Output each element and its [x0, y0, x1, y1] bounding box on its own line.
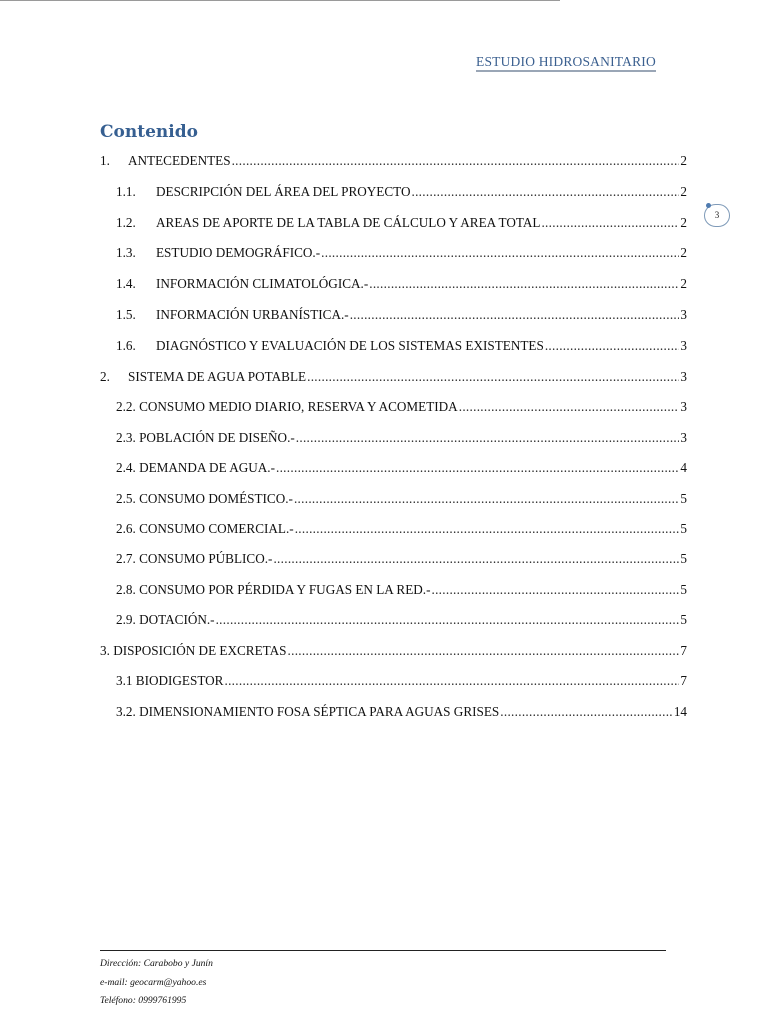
toc-entry[interactable]	[100, 153, 687, 169]
toc-entry-label: 2.8. CONSUMO POR PÉRDIDA Y FUGAS EN LA RED.-	[116, 582, 431, 597]
toc-dot-leader	[273, 551, 679, 567]
toc-entry-page: 5	[680, 582, 687, 597]
toc-entry-label: 2.3. POBLACIÓN DE DISEÑO.-	[116, 430, 295, 445]
toc-entry-number: 1.3.	[116, 245, 136, 260]
footer-email: e-mail: geocarm@yahoo.es	[100, 977, 207, 988]
toc-dot-leader	[411, 184, 679, 200]
toc-entry-number: 1.	[100, 153, 110, 168]
toc-entry-page: 7	[680, 643, 687, 658]
toc-entry-number: 1.2.	[116, 215, 136, 230]
toc-entry-page: 3	[680, 399, 687, 414]
toc-dot-leader	[350, 307, 680, 323]
footer-phone: Teléfono: 0999761995	[100, 995, 187, 1006]
toc-entry[interactable]	[116, 704, 687, 720]
toc-entry-label: 3.1 BIODIGESTOR	[116, 673, 224, 688]
toc-entry[interactable]	[116, 430, 687, 446]
toc-entry-label: 2.4. DEMANDA DE AGUA.-	[116, 460, 275, 475]
toc-entry[interactable]	[116, 307, 687, 323]
toc-entry-number: 2.	[100, 369, 110, 384]
toc-dot-leader	[224, 673, 679, 689]
toc-dot-leader	[431, 582, 679, 598]
toc-entry-label: DIAGNÓSTICO Y EVALUACIÓN DE LOS SISTEMAS EXISTENTES	[156, 338, 544, 353]
toc-entry-page: 7	[680, 673, 687, 688]
toc-dot-leader	[294, 491, 679, 507]
toc-entry-page: 4	[680, 460, 687, 475]
toc-entry-label: 2.7. CONSUMO PÚBLICO.-	[116, 551, 273, 566]
toc-entry[interactable]	[116, 245, 687, 261]
toc-entry-page: 2	[680, 153, 687, 168]
toc-entry-number: 1.1.	[116, 184, 136, 199]
toc-entry-page: 5	[680, 551, 687, 566]
toc-entry-page: 2	[680, 215, 687, 230]
toc-entry-page: 3	[680, 307, 687, 322]
toc-entry-page: 5	[680, 491, 687, 506]
toc-dot-leader	[369, 276, 679, 292]
toc-entry-number: 1.4.	[116, 276, 136, 291]
toc-entry[interactable]	[116, 612, 687, 628]
toc-entry[interactable]	[116, 276, 687, 292]
toc-entry-page: 2	[680, 184, 687, 199]
toc-dot-leader	[295, 521, 680, 537]
toc-entry-page: 3	[680, 369, 687, 384]
toc-entry[interactable]	[116, 673, 687, 689]
toc-entry-label: DESCRIPCIÓN DEL ÁREA DEL PROYECTO	[156, 184, 411, 199]
toc-entry-label: 2.5. CONSUMO DOMÉSTICO.-	[116, 491, 293, 506]
toc-dot-leader	[216, 612, 680, 628]
toc-entry[interactable]	[100, 369, 687, 385]
toc-entry-page: 2	[680, 245, 687, 260]
toc-heading: Contenido	[100, 122, 198, 142]
toc-entry-number: 1.6.	[116, 338, 136, 353]
toc-entry[interactable]	[100, 643, 687, 659]
toc-entry[interactable]	[116, 184, 687, 200]
toc-dot-leader	[276, 460, 679, 476]
top-rule	[0, 0, 560, 1]
toc-dot-leader	[232, 153, 680, 169]
toc-entry-label: INFORMACIÓN CLIMATOLÓGICA.-	[156, 276, 369, 291]
toc-entry-label: AREAS DE APORTE DE LA TABLA DE CÁLCULO Y AREA TOTAL	[156, 215, 541, 230]
toc-entry-label: 2.2. CONSUMO MEDIO DIARIO, RESERVA Y ACOMETIDA	[116, 399, 458, 414]
toc-entry-label: INFORMACIÓN URBANÍSTICA.-	[156, 307, 349, 322]
toc-entry[interactable]	[116, 460, 687, 476]
toc-entry-label: 2.6. CONSUMO COMERCIAL.-	[116, 521, 294, 536]
toc-entry[interactable]	[116, 399, 687, 415]
toc-entry-page: 5	[680, 612, 687, 627]
toc-entry[interactable]	[116, 582, 687, 598]
footer-address: Dirección: Carabobo y Junín	[100, 958, 213, 969]
toc-entry-page: 3	[680, 338, 687, 353]
toc-entry[interactable]	[116, 551, 687, 567]
toc-entry-page: 14	[673, 704, 687, 719]
toc-dot-leader	[321, 245, 679, 261]
toc-entry[interactable]	[116, 215, 687, 231]
toc-dot-leader	[288, 643, 680, 659]
toc-entry-label: SISTEMA DE AGUA POTABLE	[128, 369, 307, 384]
toc-entry-page: 5	[680, 521, 687, 536]
toc-dot-leader	[541, 215, 679, 231]
toc-entry[interactable]	[116, 338, 687, 354]
header-title: ESTUDIO HIDROSANITARIO	[476, 54, 656, 72]
toc-dot-leader	[545, 338, 680, 354]
toc-dot-leader	[500, 704, 673, 720]
toc-entry-label: 3. DISPOSICIÓN DE EXCRETAS	[100, 643, 287, 658]
toc-entry-label: 3.2. DIMENSIONAMIENTO FOSA SÉPTICA PARA AGUAS GRISES	[116, 704, 500, 719]
toc-entry-number: 1.5.	[116, 307, 136, 322]
toc-entry-label: 2.9. DOTACIÓN.-	[116, 612, 215, 627]
page-number-badge	[704, 204, 730, 227]
toc-dot-leader	[296, 430, 680, 446]
toc-entry-label: ANTECEDENTES	[128, 153, 231, 168]
toc-entry[interactable]	[116, 491, 687, 507]
page-number: 3	[714, 210, 720, 220]
toc-entry-page: 2	[680, 276, 687, 291]
toc-dot-leader	[307, 369, 679, 385]
toc-dot-leader	[459, 399, 680, 415]
footer-rule	[100, 950, 666, 951]
badge-dot-icon	[706, 203, 711, 208]
toc-entry-page: 3	[680, 430, 687, 445]
toc-entry[interactable]	[116, 521, 687, 537]
toc-entry-label: ESTUDIO DEMOGRÁFICO.-	[156, 245, 321, 260]
